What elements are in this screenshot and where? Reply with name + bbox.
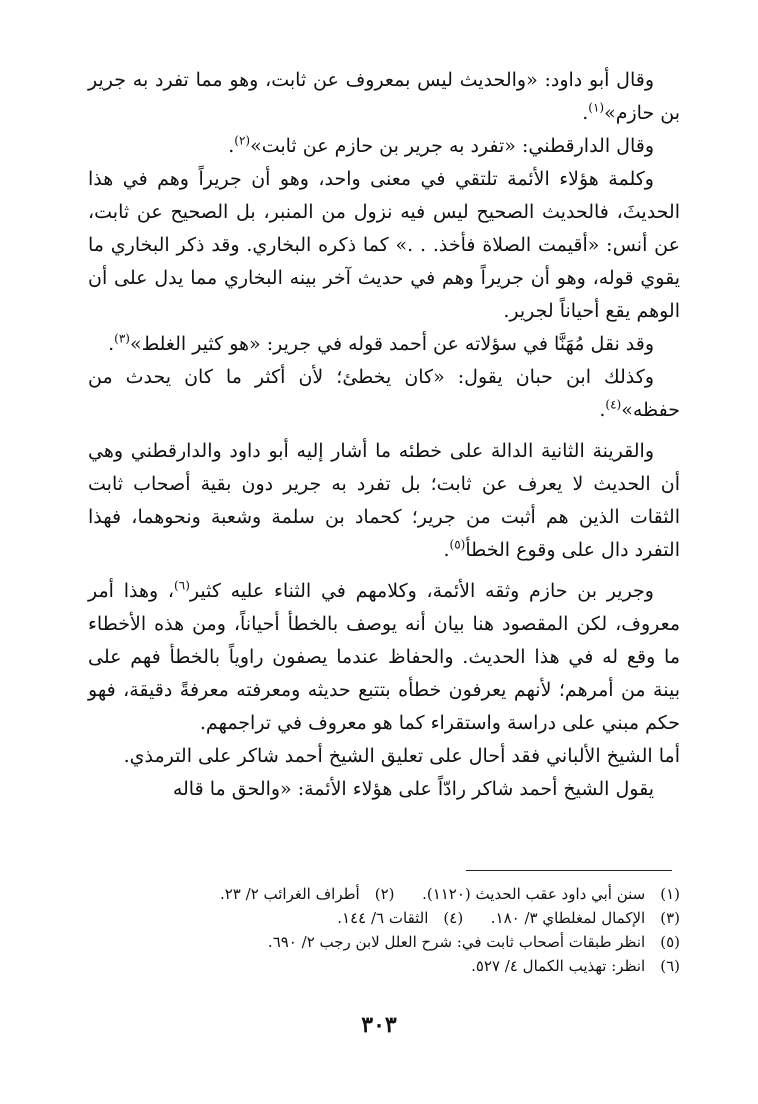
footnote-number-2: (٢) <box>374 885 395 903</box>
footnote-text-6: انظر: تهذيب الكمال ٤/ ٥٢٧. <box>471 957 646 975</box>
paragraph-ahmad-shakir: يقول الشيخ أحمد شاكر رادّاً على هؤلاء الأئمة: «والحق ما قاله <box>172 778 654 800</box>
paragraph-muhanna: وقد نقل مُهَنَّا في سؤلاته عن أحمد قوله في جرير: «هو كثير الغلط»$^{(٣)}$. <box>108 331 654 355</box>
paragraph-second-evidence: والقرينة الثانية الدالة على خطئه ما أشار إليه أبو داود والدارقطني وهي أن الحديث لا يعرف عن ثابت؛ بل تفرد به جرير دون بقية أصحاب ثابت الثقات الذين هم أثبت من جرير؛ كحماد بن سلمة وشعبة ونحوهما، فهذا التفرد دال على وقوع الخطأ$^{(٥)}$. <box>88 440 680 561</box>
footnote-ref-2: (٢) <box>234 133 251 148</box>
page-number: ٣٠٣ <box>361 1012 397 1038</box>
paragraph-daraqutni: وقال الدارقطني: «تفرد به جرير بن حازم عن ثابت»$^{(٢)}$. <box>228 133 654 157</box>
footnote-line-1-2 <box>88 882 680 906</box>
footnote-text-2: أطراف الغرائب ٢/ ٢٣. <box>219 885 360 903</box>
footnote-ref-3: (٣) <box>114 331 130 346</box>
footnote-text-5: انظر طبقات أصحاب ثابت في: شرح العلل لابن رجب ٢/ ٦٩٠. <box>267 933 646 951</box>
footnote-number-1: (١) <box>660 885 680 903</box>
footnote-text-1: سنن أبي داود عقب الحديث (١١٢٠). <box>422 885 646 903</box>
footnote-text-4: الثقات ٦/ ١٤٤. <box>337 909 429 927</box>
footnote-separator <box>466 870 672 871</box>
footnote-number-5: (٥) <box>660 933 680 951</box>
footnotes <box>88 882 680 978</box>
footnote-text-3: الإكمال لمغلطاي ٣/ ١٨٠. <box>490 909 646 927</box>
paragraph-abu-dawud: وقال أبو داود: «والحديث ليس بمعروف عن ثابت، وهو مما تفرد به جرير بن حازم»$^{(١)}$. <box>88 69 680 124</box>
paragraph-jarir-reliability: وجرير بن حازم وثقه الأئمة، وكلامهم في الثناء عليه كثير$^{(٦)}$، وهذا أمر معروف، لكن المقصود هنا بيان أنه يوصف بالخطأ أحياناً، ومن هذه الأخطاء ما وقع له في هذا الحديث. والحفاظ عندما يصفون راوياً بالخطأ فهم على بينة من أمرهم؛ لأنهم يعرفون خطأه بتتبع حديثه ومعرفته معرفةً دقيقة، فهو حكم مبني على دراسة واستقراء كما هو معروف في تراجمهم. <box>88 578 680 734</box>
paragraph-albani: أما الشيخ الألباني فقد أحال على تعليق الشيخ أحمد شاكر على الترمذي. <box>123 745 680 767</box>
footnote-ref-4: (٤) <box>605 397 622 412</box>
main-text <box>88 64 680 806</box>
footnote-number-6: (٦) <box>660 957 680 975</box>
footnote-ref-6: (٦) <box>174 578 190 593</box>
footnote-line-5 <box>88 930 680 954</box>
footnote-ref-1: (١) <box>588 100 605 115</box>
footnote-number-4: (٤) <box>443 909 464 927</box>
paragraph-ibn-hibban: وكذلك ابن حبان يقول: «كان يخطئ؛ لأن أكثر ما كان يحدث من حفظه»$^{(٤)}$. <box>88 366 680 421</box>
footnote-number-3: (٣) <box>660 909 680 927</box>
footnote-ref-5: (٥) <box>449 537 466 552</box>
footnote-line-6 <box>88 954 680 978</box>
footnote-line-3-4 <box>88 906 680 930</box>
paragraph-imams-agreement: وكلمة هؤلاء الأئمة تلتقي في معنى واحد، وهو أن جريراً وهم في هذا الحديثَ، فالحديث الصحيح ليس فيه نزول من المنبر، بل الصحيح عن ثابت، عن أنس: «أقيمت الصلاة فأخذ. . .» كما ذكره البخاري. وقد ذكر البخاري ما يقوي قوله، وهو أن جريراً وهم في حديث آخر بينه البخاري مما يدل على أن الوهم يقع أحياناً لجرير. <box>88 168 680 322</box>
